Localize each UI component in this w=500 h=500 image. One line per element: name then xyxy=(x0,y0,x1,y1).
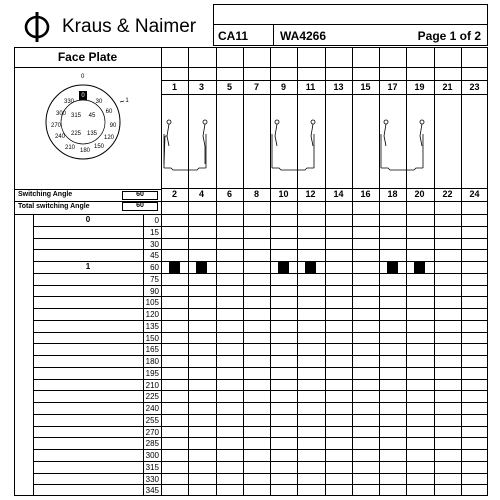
dial-label-45: 45 xyxy=(88,113,96,119)
dial-label-120: 120 xyxy=(103,135,115,141)
position-angle: 0 xyxy=(154,216,159,225)
contact-number-top: 17 xyxy=(387,82,398,92)
dial-label-0: 0 xyxy=(81,93,85,99)
contact-pair-17-20 xyxy=(381,120,424,170)
dial-label-210: 210 xyxy=(64,145,76,151)
contact-number-bottom: 14 xyxy=(333,189,344,199)
position-angle: 240 xyxy=(145,404,159,413)
dial-label-180: 180 xyxy=(79,148,91,154)
contact-closed-mark xyxy=(387,262,398,273)
table-row-divider xyxy=(33,355,488,356)
contact-number-top: 19 xyxy=(414,82,425,92)
contact-number-top: 9 xyxy=(280,82,286,92)
contact-number-top: 21 xyxy=(442,82,453,92)
contact-number-bottom: 22 xyxy=(442,189,453,199)
table-row-divider xyxy=(33,332,488,333)
contact-number-top: 15 xyxy=(360,82,371,92)
table-row-divider xyxy=(33,367,488,368)
position-table xyxy=(14,214,488,496)
position-angle: 150 xyxy=(145,334,159,343)
table-row-divider xyxy=(33,379,488,380)
dial-label-1: 1 xyxy=(125,98,129,104)
contact-number-top: 5 xyxy=(226,82,232,92)
contact-number-bottom: 6 xyxy=(226,189,232,199)
dial-label-30: 30 xyxy=(95,99,103,105)
switching-angle-label: Switching Angle xyxy=(18,191,73,198)
contact-diagram xyxy=(161,94,488,188)
contact-number-top: 7 xyxy=(253,82,259,92)
contact-number-bottom: 4 xyxy=(198,189,204,199)
position-angle: 165 xyxy=(145,345,159,354)
code1: CA11 xyxy=(218,29,249,43)
contact-pair-9-12 xyxy=(272,120,315,170)
dial-label-90: 90 xyxy=(109,123,117,129)
contact-number-bottom: 8 xyxy=(253,189,259,199)
position-angle: 75 xyxy=(150,275,159,284)
position-angle: 270 xyxy=(145,428,159,437)
position-angle: 300 xyxy=(145,451,159,460)
total-switching-angle-value: 60 xyxy=(136,202,144,209)
table-row-divider xyxy=(33,437,488,438)
table-row-divider xyxy=(33,296,488,297)
dial-label-270: 270 xyxy=(50,123,62,129)
position-angle: 15 xyxy=(150,228,159,237)
brand-name: Kraus & Naimer xyxy=(62,16,197,37)
position-angle: 195 xyxy=(145,369,159,378)
position-angle: 345 xyxy=(145,486,159,495)
table-row-divider xyxy=(33,414,488,415)
position-angle: 210 xyxy=(145,381,159,390)
dial-label-330: 330 xyxy=(63,99,75,105)
dial-label-315: 315 xyxy=(70,113,82,119)
position-angle: 120 xyxy=(145,310,159,319)
code2: WA4266 xyxy=(280,29,327,43)
face-plate-title: Face Plate xyxy=(57,50,118,64)
position-angle: 285 xyxy=(145,439,159,448)
contact-number-top: 23 xyxy=(469,82,480,92)
total-switching-angle-label: Total switching Angle xyxy=(18,203,90,210)
table-row-divider xyxy=(33,449,488,450)
contact-number-top: 1 xyxy=(171,82,177,92)
contact-closed-mark xyxy=(278,262,289,273)
contact-number-top: 3 xyxy=(198,82,204,92)
table-row-divider xyxy=(33,273,488,274)
contact-number-top: 11 xyxy=(305,82,316,92)
contact-closed-mark xyxy=(169,262,180,273)
position-angle: 225 xyxy=(145,392,159,401)
position-angle: 315 xyxy=(145,463,159,472)
page-indicator: Page 1 of 2 xyxy=(417,29,481,43)
switching-angle-box xyxy=(14,189,161,214)
contact-number-bottom: 24 xyxy=(469,189,480,199)
position-angle: 255 xyxy=(145,416,159,425)
dial xyxy=(23,74,143,164)
brand-logo xyxy=(20,10,210,44)
dial-label-60: 60 xyxy=(105,109,113,115)
position-name: 0 xyxy=(85,215,91,224)
table-row-divider xyxy=(33,343,488,344)
contact-closed-mark xyxy=(414,262,425,273)
table-row-divider xyxy=(33,473,488,474)
dial-label-300: 300 xyxy=(55,111,67,117)
position-angle: 90 xyxy=(150,287,159,296)
contact-number-bottom: 20 xyxy=(414,189,425,199)
position-angle: 45 xyxy=(150,251,159,260)
position-angle: 105 xyxy=(145,298,159,307)
switching-angle-value: 60 xyxy=(136,191,144,198)
table-row-divider xyxy=(33,238,488,239)
dial-label-150: 150 xyxy=(93,144,105,150)
contact-number-bottom: 2 xyxy=(171,189,177,199)
table-row-divider xyxy=(33,320,488,321)
position-angle: 135 xyxy=(145,322,159,331)
position-name: 1 xyxy=(85,262,91,271)
table-row-divider xyxy=(33,226,488,227)
table-row-divider xyxy=(33,402,488,403)
contact-number-bottom: 12 xyxy=(305,189,316,199)
contact-number-bottom: 10 xyxy=(278,189,289,199)
table-row-divider xyxy=(33,426,488,427)
contact-closed-mark xyxy=(305,262,316,273)
position-angle: 30 xyxy=(150,240,159,249)
contact-number-top: 13 xyxy=(333,82,344,92)
phi-logo-icon xyxy=(20,10,54,44)
table-row-divider xyxy=(33,249,488,250)
contact-closed-mark xyxy=(196,262,207,273)
dial-label-240: 240 xyxy=(54,134,66,140)
table-row-divider xyxy=(33,484,488,485)
contact-number-bottom: 16 xyxy=(360,189,371,199)
contact-number-bottom: 18 xyxy=(387,189,398,199)
position-angle: 60 xyxy=(150,263,159,272)
dial-label-225: 225 xyxy=(70,131,82,137)
dial-top-label: 0 xyxy=(81,74,85,80)
table-row-divider xyxy=(33,390,488,391)
position-angle: 180 xyxy=(145,357,159,366)
table-row-divider xyxy=(33,461,488,462)
contact-pair-1-2 xyxy=(164,120,207,170)
table-row-divider xyxy=(33,308,488,309)
header-row xyxy=(213,4,488,46)
dial-label-135: 135 xyxy=(86,131,98,137)
table-row-divider xyxy=(33,285,488,286)
position-angle: 330 xyxy=(145,475,159,484)
